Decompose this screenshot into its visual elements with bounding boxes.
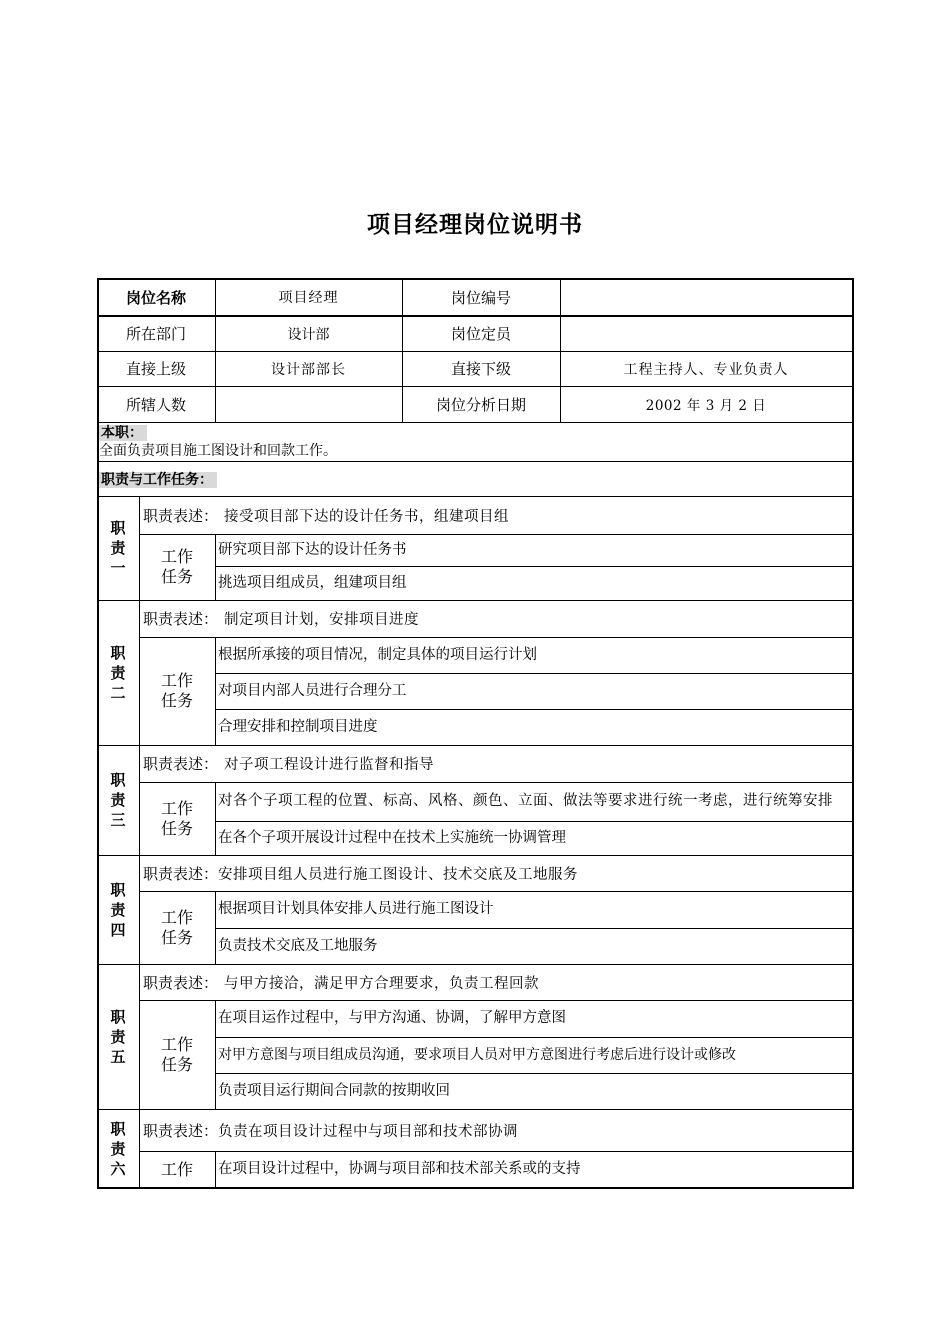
duty-2-task-3: 合理安排和控制项目进度 xyxy=(218,718,378,735)
duty-6-label: 职 责 六 xyxy=(110,1119,126,1178)
managed-count-value xyxy=(215,386,402,422)
duty-1-description: 职责表述： 接受项目部下达的设计任务书，组建项目组 xyxy=(143,506,510,525)
duty-6-task-label: 工作 xyxy=(160,1159,193,1179)
page-title: 项目经理岗位说明书 xyxy=(367,212,583,238)
subordinate-value: 工程主持人、专业负责人 xyxy=(623,361,789,378)
duty-3-description: 职责表述： 对子项工程设计进行监督和指导 xyxy=(143,755,435,773)
position-name-label: 岗位名称 xyxy=(125,288,186,307)
position-no-label: 岗位编号 xyxy=(450,288,511,307)
department-label: 所在部门 xyxy=(125,325,186,343)
duty-5-task-1: 在项目运作过程中，与甲方沟通、协调，了解甲方意图 xyxy=(218,1010,566,1026)
duty-3-task-2: 在各个子项开展设计过程中在技术上实施统一协调管理 xyxy=(218,829,566,846)
duty-4-task-2: 负责技术交底及工地服务 xyxy=(218,937,378,954)
duty-3-task-label: 工作 任务 xyxy=(160,798,193,838)
duty-5-task-2: 对甲方意图与项目组成员沟通，要求项目人员对甲方意图进行考虑后进行设计或修改 xyxy=(218,1046,736,1063)
supervisor-label: 直接上级 xyxy=(125,360,186,378)
subordinate-label: 直接下级 xyxy=(450,360,511,378)
summary-text: 全面负责项目施工图设计和回款工作。 xyxy=(99,443,337,459)
duty-4-description: 职责表述： 安排项目组人员进行施工图设计、技术交底及工地服务 xyxy=(143,864,579,883)
supervisor-value: 设计部部长 xyxy=(271,361,346,378)
position-name-value: 项目经理 xyxy=(278,290,339,306)
duty-5-description: 职责表述： 与甲方接洽，满足甲方合理要求，负责工程回款 xyxy=(143,973,540,992)
duty-3-label: 职 责 三 xyxy=(110,771,126,829)
duty-6-description: 职责表述： 负责在项目设计过程中与项目部和技术部协调 xyxy=(143,1121,519,1140)
headcount-label: 岗位定员 xyxy=(450,325,511,343)
duty-2-description: 职责表述： 制定项目计划，安排项目进度 xyxy=(143,610,420,628)
duty-5-task-3: 负责项目运行期间合同款的按期收回 xyxy=(218,1082,450,1099)
analysis-date-label: 岗位分析日期 xyxy=(435,395,526,414)
duty-4-task-1: 根据项目计划具体安排人员进行施工图设计 xyxy=(218,901,494,917)
duty-2-task-label: 工作 任务 xyxy=(160,671,193,710)
headcount-value xyxy=(560,316,852,351)
duty-5-task-label: 工作 任务 xyxy=(160,1034,193,1074)
managed-count-label: 所辖人数 xyxy=(125,395,186,414)
department-value: 设计部 xyxy=(287,326,330,343)
duty-3-task-1: 对各个子项工程的位置、标高、风格、颜色、立面、做法等要求进行统一考虑，进行统筹安排 xyxy=(218,793,833,809)
duty-2-label: 职 责 二 xyxy=(110,643,126,702)
duty-1-task-1: 研究项目部下达的设计任务书 xyxy=(218,541,407,558)
duty-5-label: 职 责 五 xyxy=(110,1007,126,1066)
summary-label: 本职： xyxy=(99,425,147,441)
position-no-value xyxy=(560,278,852,316)
duties-label: 职责与工作任务： xyxy=(99,472,217,488)
duty-1-label: 职 责 一 xyxy=(110,519,126,577)
job-description-table xyxy=(97,278,854,1188)
duty-2-task-1: 根据所承接的项目情况，制定具体的项目运行计划 xyxy=(218,646,537,663)
duty-1-task-label: 工作 任务 xyxy=(160,547,193,586)
duty-1-task-2: 挑选项目组成员，组建项目组 xyxy=(218,574,407,591)
duty-4-task-label: 工作 任务 xyxy=(160,907,193,947)
analysis-date-value: 2002 年 3 月 2 日 xyxy=(645,398,767,414)
duty-2-task-2: 对项目内部人员进行合理分工 xyxy=(218,682,407,699)
duty-6-task-1: 在项目设计过程中，协调与项目部和技术部关系或的支持 xyxy=(218,1161,581,1177)
duty-4-label: 职 责 四 xyxy=(110,880,126,939)
